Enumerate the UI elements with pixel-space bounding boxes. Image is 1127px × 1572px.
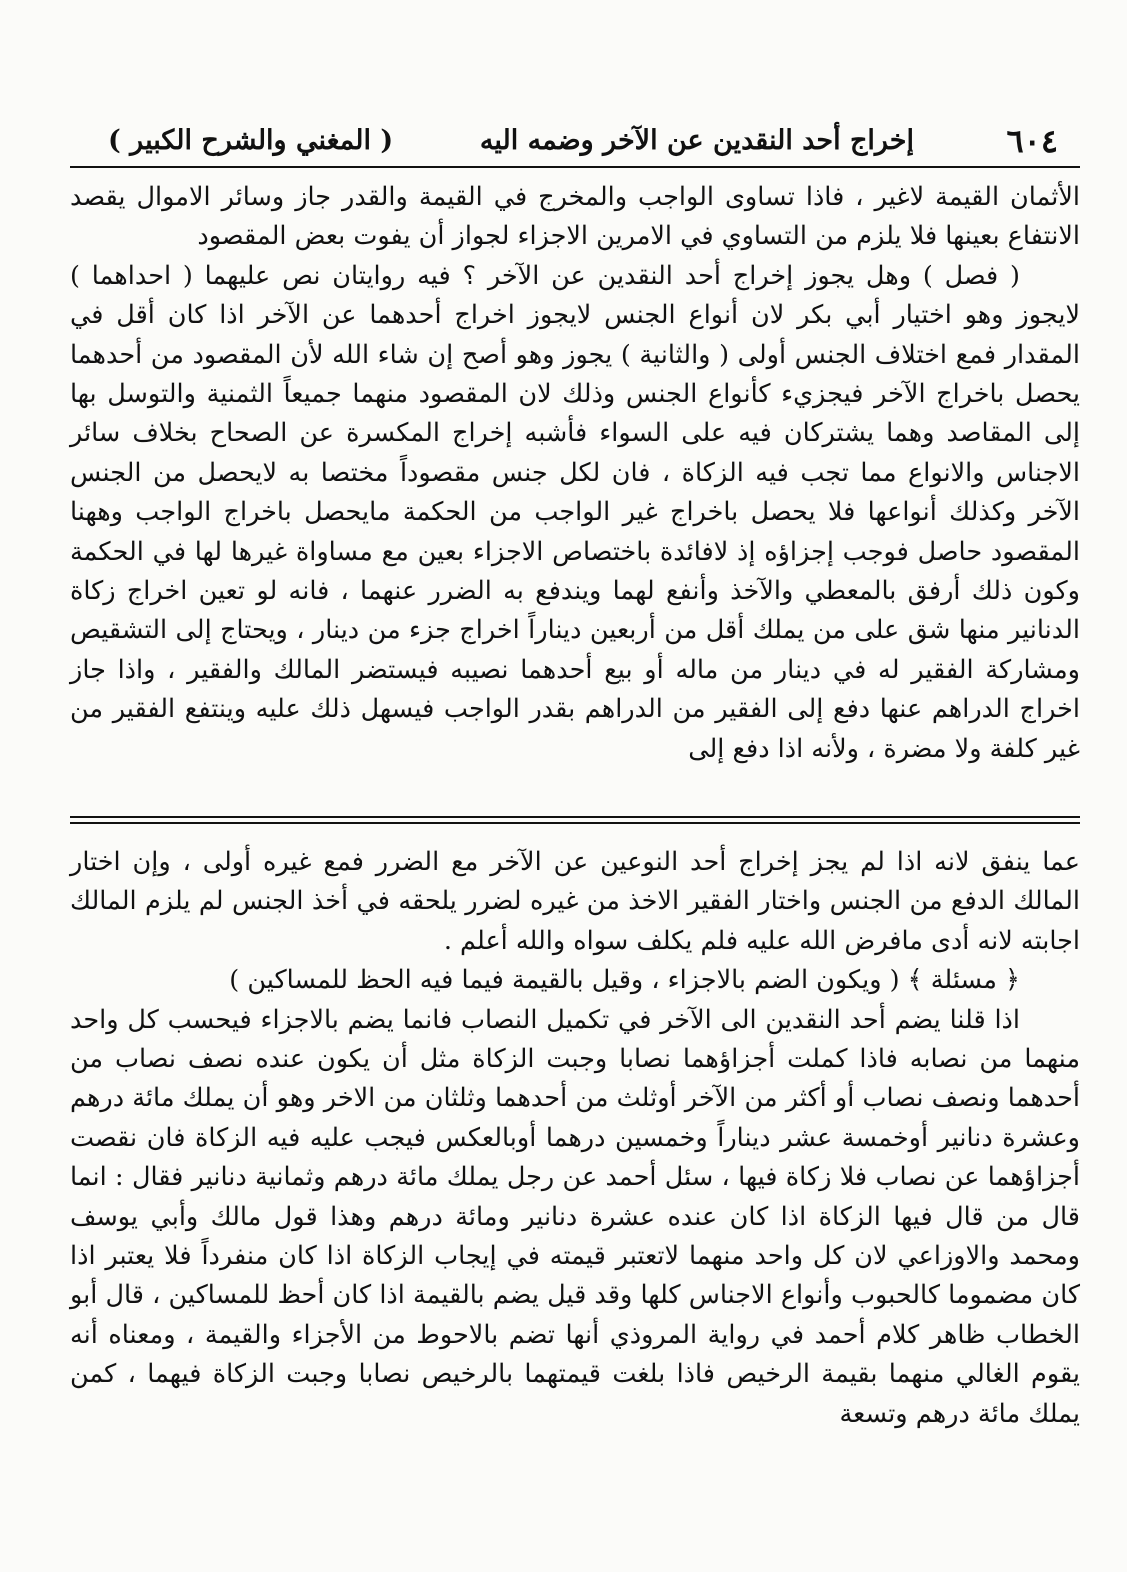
- page-header: [80, 118, 1080, 164]
- lower-paragraph: عما ينفق لانه اذا لم يجز إخراج أحد النوعين عن الآخر مع الضرر فمع غيره أولى ، وإن اختار المالك الدفع من الجنس واختار الفقير الاخذ من غيره لضرر يلحقه في أخذ الجنس لم يلزم المالك اجابته لانه أدى مافرض الله عليه فلم يكلف سواه والله أعلم .: [70, 847, 1080, 956]
- separator-rule-top: [70, 816, 1080, 818]
- header-rule: [70, 166, 1080, 168]
- main-text: [70, 178, 1080, 769]
- main-paragraph: الأثمان القيمة لاغير ، فاذا تساوى الواجب والمخرج في القيمة والقدر جاز وسائر الاموال يقصد الانتفاع بعينها فلا يلزم من التساوي في الامرين الاجزاء لجواز أن يفوت بعض المقصود: [70, 182, 1080, 252]
- main-paragraph: ( فصل ) وهل يجوز إخراج أحد النقدين عن الآخر ؟ فيه روايتان نص عليهما ( احداهما ) لايجوز وهو اختيار أبي بكر لان أنواع الجنس لايجوز اخراج أحدهما عن الآخر اذا كان أقل في المقدار فمع اختلاف الجنس أولى ( والثانية ) يجوز وهو أصح إن شاء الله لأن المقصود من أحدهما يحصل باخراج الآخر فيجزيء كأنواع الجنس وذلك لان المقصود منهما جميعاً الثمنية والتوسل بها إلى المقاصد وهما يشتركان فيه على السواء فأشبه إخراج المكسرة عن الصحاح بخلاف سائر الاجناس والانواع مما تجب فيه الزكاة ، فان لكل جنس مقصوداً مختصا به لايحصل من الجنس الآخر وكذلك أنواعها فلا يحصل باخراج غير الواجب من الحكمة مايحصل باخراج الواجب وههنا المقصود حاصل فوجب إجزاؤه إذ لافائدة باختصاص الاجزاء بعين مع مساواة غيرها لها في الحكمة وكون ذلك أرفق بالمعطي والآخذ وأنفع لهما ويندفع به الضرر عنهما ، فانه لو تعين اخراج زكاة الدنانير منها شق على من يملك أقل من أربعين ديناراً اخراج جزء من دينار ، ويحتاج إلى التشقيص ومشاركة الفقير له في دينار من ماله أو بيع أحدهما نصيبه فيستضر المالك والفقير ، واذا جاز اخراج الدراهم عنها دفع إلى الفقير من الدراهم بقدر الواجب فيسهل ذلك عليه وينتفع الفقير من غير كلفة ولا مضرة ، ولأنه اذا دفع إلى: [70, 260, 1080, 764]
- lower-paragraph: اذا قلنا يضم أحد النقدين الى الآخر في تكميل النصاب فانما يضم بالاجزاء فيحسب كل واحد منهما من نصابه فاذا كملت أجزاؤهما نصابا وجبت الزكاة مثل أن يكون عنده نصف نصاب من أحدهما ونصف نصاب أو أكثر من الآخر أوثلث من أحدهما وثلثان من الاخر وهو أن يملك مائة درهم وعشرة دنانير أوخمسة عشر ديناراً وخمسين درهما أوبالعكس فيجب عليه فيه الزكاة فان نقصت أجزاؤهما عن نصاب فلا زكاة فيها ، سئل أحمد عن رجل يملك مائة درهم وثمانية دنانير فقال : انما قال من قال فيها الزكاة اذا كان عنده عشرة دنانير ومائة درهم وهذا قول مالك وأبي يوسف ومحمد والاوزاعي لان كل واحد منهما لاتعتبر قيمته في إيجاب الزكاة اذا كان منفرداً فلا يعتبر اذا كان مضموما كالحبوب وأنواع الاجناس كلها وقد قيل يضم بالقيمة اذا كان أحظ للمساكين ، قال أبو الخطاب ظاهر كلام أحمد في رواية المروذي أنها تضم بالاحوط من الأجزاء والقيمة ، ومعناه أنه يقوم الغالي منهما بقيمة الرخيص فاذا بلغت قيمتهما بالرخيص نصابا وجبت الزكاة فيهما ، كمن يملك مائة درهم وتسعة: [70, 1004, 1080, 1429]
- page-number: ٦٠٤: [1006, 122, 1058, 160]
- section-title: إخراج أحد النقدين عن الآخر وضمه اليه: [479, 125, 914, 156]
- mas-ala-heading: ﴿ مسئلة ﴾ ( ويكون الضم بالاجزاء ، وقيل بالقيمة فيما فيه الحظ للمساكين ): [229, 965, 1020, 996]
- book-title: ( المغني والشرح الكبير ): [108, 125, 394, 156]
- lower-text: [70, 843, 1080, 1434]
- separator-rule-bottom: [70, 822, 1080, 824]
